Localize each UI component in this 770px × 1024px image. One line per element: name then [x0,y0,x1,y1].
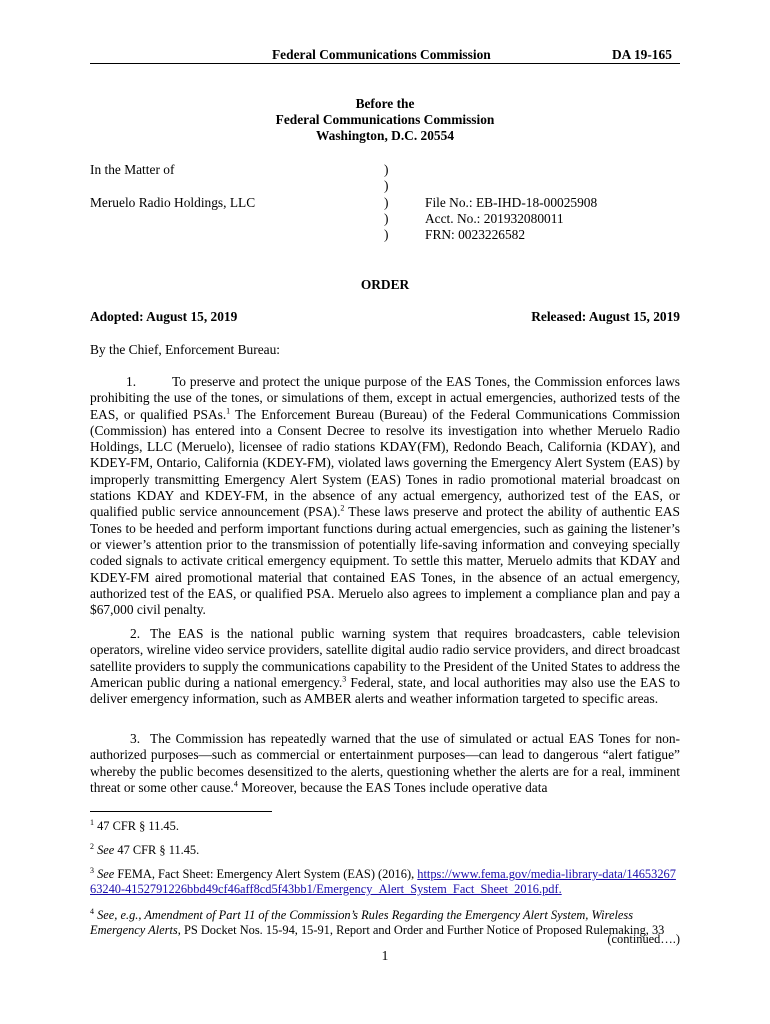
paragraph-1 [90,374,680,618]
caption-paren: ) [384,195,389,210]
adopted-date: Adopted: August 15, 2019 [90,309,238,324]
header-agency: Federal Communications Commission [272,47,491,62]
footnote-text: , PS Docket Nos. 15-94, 15-91, Report and Order and Further Notice of Proposed Rulemaking, 33 [177,923,665,937]
caption-matter: In the Matter of [90,162,175,177]
paragraph-text: To preserve and protect the unique purpose of the EAS Tones, the Commission enforces laws prohibiting the use of the tones, or simulations of them, except in actual emergencies, authorized tests of the EAS, or qualified PSAs. [90,374,680,422]
footnote-number: 4 [90,906,94,916]
paragraph-text: Federal, state, and local authorities may also use the EAS to deliver emergency information, such as AMBER alerts and weather information targeted to specific areas. [90,674,680,707]
footnote-3 [90,867,680,897]
footnote-4 [90,908,680,938]
footnote-ref: 3 [342,674,347,684]
paragraph-text: The Enforcement Bureau (Bureau) of the Federal Communications Commission (Commission) has entered into a Consent Decree to resolve its investigation into whether Meruelo Radio Holdings, LLC (Meruelo), licensee of radio stations KDAY(FM), Redondo Beach, California (KDAY), and KDEY-FM, Ontario, California (KDEY-FM), violated laws governing the Emergency Alert System (EAS) by improperly transmitting Emergency Alert System (EAS) Tones in radio promotional material broadcast on stations KDAY and KDEY-FM, in the absence of any actual emergency, authorized test of the EAS, or qualified public service announcement (PSA). [90,406,680,520]
footnote-1 [90,819,680,834]
footnote-number: 1 [90,817,94,827]
caption-paren: ) [384,227,389,242]
title-location: Washington, D.C. 20554 [315,128,455,143]
caption-paren: ) [384,178,389,193]
footnote-number: 3 [90,865,94,875]
footnote-case-title: See, e.g., Amendment of Part 11 of the Commission’s Rules Regarding the Emergency Alert System, Wireless Emergency Alerts [90,908,634,937]
paragraph-3 [90,731,680,796]
page-number: 1 [381,948,389,963]
fema-fact-sheet-link[interactable]: https://www.fema.gov/media-library-data/1465326763240-4152791226bbd49cf46aff8cd5f43bb1/Emergency_Alert_System_Fact_Sheet_2016.pdf. [90,867,676,896]
paragraph-text: Moreover, because the EAS Tones include operative data [237,779,548,795]
footnote-signal: See [97,867,115,881]
header-doc-number: DA 19-165 [612,47,672,62]
paragraph-number: 1. [126,374,137,389]
paragraph-text: These laws preserve and protect the ability of authentic EAS Tones to be heeded and perform important functions during actual emergencies, such as gaining the listener’s or viewer’s attention prior to the transmission of potentially life-saving information and conveying specially coded signals to activate critical emergency equipment. To settle this matter, Meruelo admits that KDAY and KDEY-FM aired promotional material that contained EAS Tones, in the absence of an actual emergency, authorized test of the EAS, or qualified PSA. Meruelo also agrees to implement a compliance plan and pay a $67,000 civil penalty. [90,504,680,618]
footnote-ref: 2 [340,503,345,513]
caption-acct-no: Acct. No.: 201932080011 [425,211,564,226]
title-commission: Federal Communications Commission [275,112,495,127]
footnote-rule [90,811,272,812]
paragraph-number: 3. [130,731,141,746]
header-rule [90,63,680,64]
order-title: ORDER [360,277,410,292]
caption-paren: ) [384,162,389,177]
footnote-signal: See [97,843,115,857]
caption-file-no: File No.: EB-IHD-18-00025908 [425,195,598,210]
by-line: By the Chief, Enforcement Bureau: [90,342,281,357]
footnote-text: 47 CFR § 11.45. [94,819,179,833]
footnote-text: FEMA, Fact Sheet: Emergency Alert System (EAS) (2016), [114,867,418,881]
paragraph-text: The EAS is the national public warning system that requires broadcasters, cable television operators, wireline video service providers, satellite digital audio radio service providers, and direct broadcast satellite providers to supply the communications capability to the President of the United States to address the American public during a national emergency. [90,626,680,690]
footnote-number: 2 [90,841,94,851]
caption-frn: FRN: 0023226582 [425,227,526,242]
released-date: Released: August 15, 2019 [531,309,680,324]
footnote-ref: 4 [233,779,238,789]
footnote-ref: 1 [226,406,231,416]
paragraph-text: The Commission has repeatedly warned that the use of simulated or actual EAS Tones for non-authorized purposes—such as commercial or entertainment purposes—can lead to dangerous “alert fatigue” whereby the public becomes desensitized to the alerts, questioning whether the alerts are for a real, imminent threat or some other cause. [90,731,680,795]
paragraph-number: 2. [130,626,141,641]
caption-paren: ) [384,211,389,226]
caption-party: Meruelo Radio Holdings, LLC [90,195,256,210]
paragraph-2 [90,626,680,707]
title-before: Before the [355,96,415,111]
continued-marker: (continued….) [607,932,680,946]
footnote-text: 47 CFR § 11.45. [114,843,200,857]
footnote-2 [90,843,680,858]
